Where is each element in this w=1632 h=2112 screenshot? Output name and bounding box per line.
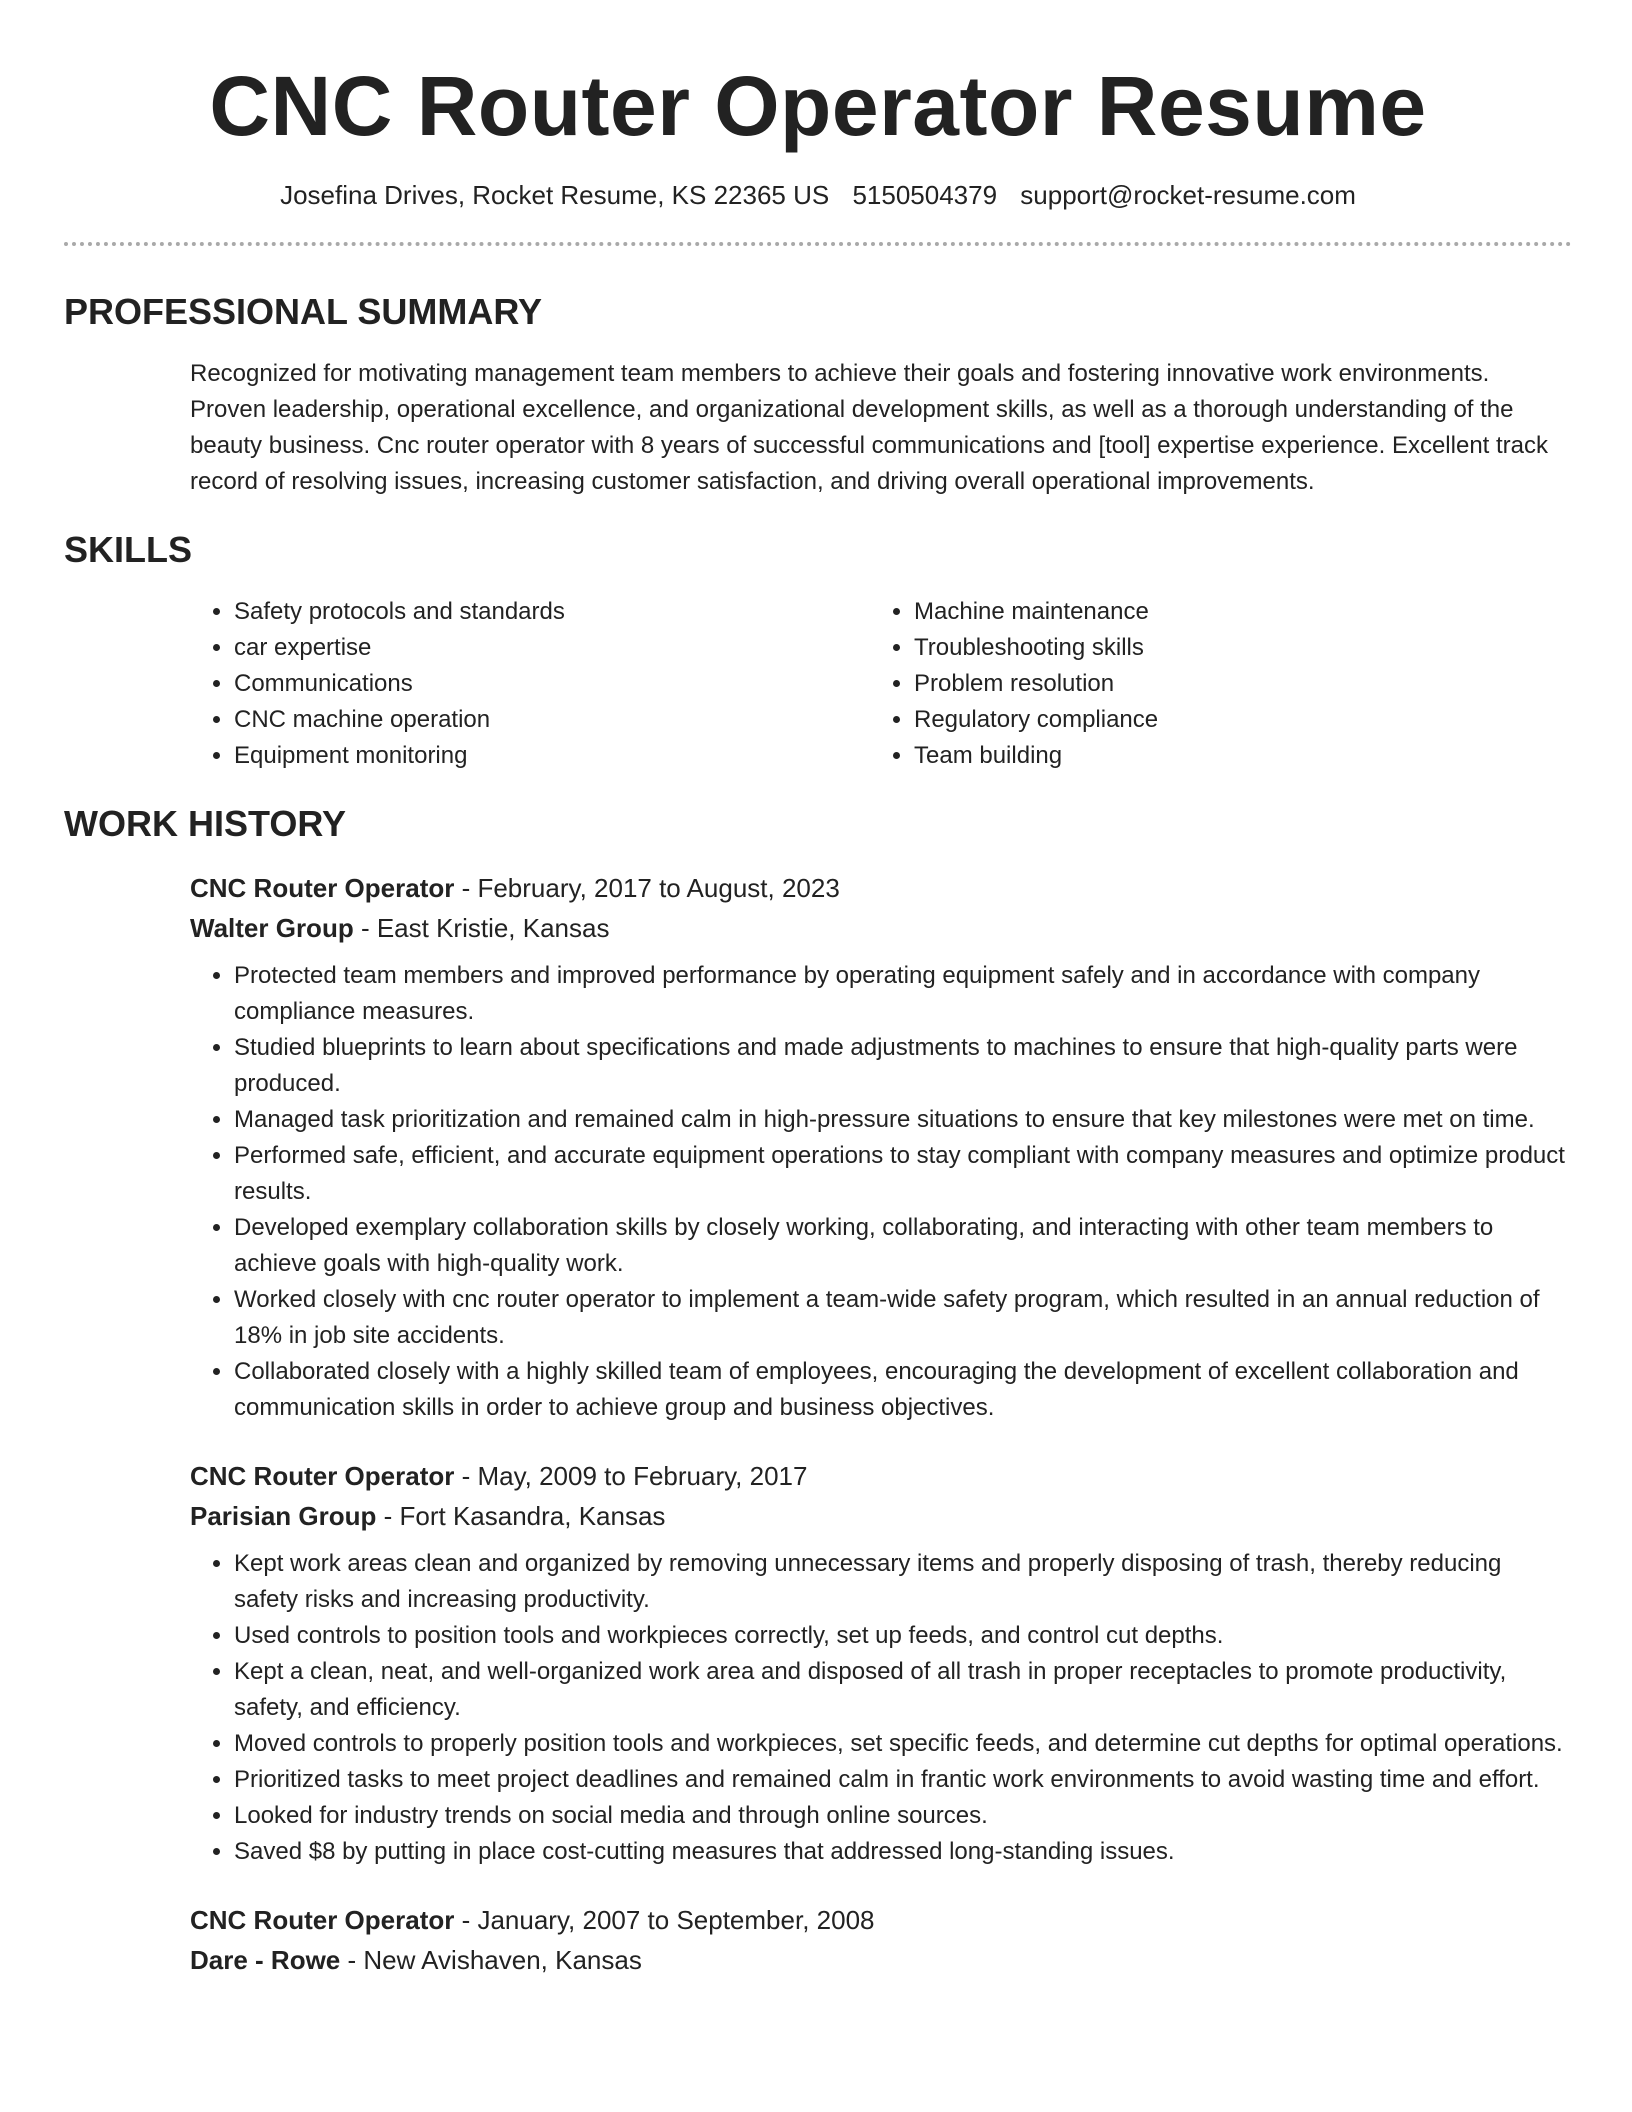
- job-entry: [190, 868, 1572, 1426]
- job-company: Parisian Group: [190, 1501, 377, 1531]
- skill-item: • CNC machine operation: [234, 702, 870, 738]
- job-bullet: • Studied blueprints to learn about specifications and made adjustments to machines to ensure that high-quality parts were produced.: [234, 1030, 1572, 1102]
- header-divider: [64, 242, 1572, 246]
- job-bullet: • Saved $8 by putting in place cost-cutting measures that addressed long-standing issues.: [234, 1834, 1572, 1870]
- job-company-line: [190, 1940, 1572, 1980]
- skill-item: • Problem resolution: [914, 666, 1550, 702]
- skill-item: • Communications: [234, 666, 870, 702]
- summary-text: Recognized for motivating management team members to achieve their goals and fostering innovative work environments. Proven leadership, operational excellence, and organizational development skills, as well as a thorough understanding of the beauty business. Cnc router operator with 8 years of successful communications and [tool] expertise experience. Excellent track record of resolving issues, increasing customer satisfaction, and driving overall operational improvements.: [190, 360, 1549, 495]
- job-bullet: • Managed task prioritization and remained calm in high-pressure situations to ensure that key milestones were met on time.: [234, 1102, 1572, 1138]
- job-title-line: [190, 868, 1572, 908]
- job-entry: [190, 1456, 1572, 1870]
- job-company-line: [190, 908, 1572, 948]
- job-bullet: • Developed exemplary collaboration skills by closely working, collaborating, and interacting with other team members to achieve goals with high-quality work.: [234, 1210, 1572, 1282]
- summary-heading: PROFESSIONAL SUMMARY: [64, 291, 543, 332]
- skill-item: • Troubleshooting skills: [914, 630, 1550, 666]
- job-bullet: • Kept work areas clean and organized by removing unnecessary items and properly disposing of trash, thereby reducing safety risks and increasing productivity.: [234, 1546, 1572, 1618]
- resume-title: CNC Router Operator Resume: [209, 59, 1427, 153]
- job-title: CNC Router Operator: [190, 1461, 455, 1491]
- skill-item: • Equipment monitoring: [234, 738, 870, 774]
- job-dates: - February, 2017 to August, 2023: [454, 873, 840, 903]
- skills-column-right: [870, 594, 1550, 774]
- job-company-line: [190, 1496, 1572, 1536]
- skills-grid: [190, 594, 1572, 774]
- job-bullet: • Worked closely with cnc router operator to implement a team-wide safety program, which resulted in an annual reduction of 18% in job site accidents.: [234, 1282, 1572, 1354]
- job-bullets: [190, 958, 1572, 1426]
- skill-item: • Team building: [914, 738, 1550, 774]
- skill-item: • car expertise: [234, 630, 870, 666]
- skill-item: • Machine maintenance: [914, 594, 1550, 630]
- job-location: - New Avishaven, Kansas: [340, 1945, 642, 1975]
- job-title: CNC Router Operator: [190, 1905, 455, 1935]
- job-bullet: • Collaborated closely with a highly skilled team of employees, encouraging the development of excellent collaboration and communication skills in order to achieve group and business objectives.: [234, 1354, 1572, 1426]
- contact-phone: 5150504379: [852, 180, 998, 210]
- skills-column-left: [190, 594, 870, 774]
- work-history-heading: WORK HISTORY: [64, 803, 347, 844]
- job-bullet: • Protected team members and improved performance by operating equipment safely and in accordance with company compliance measures.: [234, 958, 1572, 1030]
- skills-heading: SKILLS: [64, 529, 193, 570]
- job-location: - Fort Kasandra, Kansas: [376, 1501, 666, 1531]
- contact-line: [64, 178, 1572, 212]
- job-location: - East Kristie, Kansas: [353, 913, 610, 943]
- job-bullet: • Used controls to position tools and workpieces correctly, set up feeds, and control cut depths.: [234, 1618, 1572, 1654]
- job-company: Dare - Rowe: [190, 1945, 341, 1975]
- skill-item: • Safety protocols and standards: [234, 594, 870, 630]
- job-entry: [190, 1900, 1572, 1980]
- resume-page: [64, 0, 1572, 1980]
- job-bullet: • Moved controls to properly position tools and workpieces, set specific feeds, and determine cut depths for optimal operations.: [234, 1726, 1572, 1762]
- job-company: Walter Group: [190, 913, 354, 943]
- contact-email: support@rocket-resume.com: [1020, 180, 1356, 210]
- job-title-line: [190, 1900, 1572, 1940]
- job-dates: - May, 2009 to February, 2017: [454, 1461, 808, 1491]
- job-title: CNC Router Operator: [190, 873, 455, 903]
- job-bullet: • Looked for industry trends on social media and through online sources.: [234, 1798, 1572, 1834]
- skill-item: • Regulatory compliance: [914, 702, 1550, 738]
- contact-address: Josefina Drives, Rocket Resume, KS 22365 US: [280, 180, 830, 210]
- job-bullets: [190, 1546, 1572, 1870]
- job-dates: - January, 2007 to September, 2008: [454, 1905, 875, 1935]
- job-title-line: [190, 1456, 1572, 1496]
- job-bullet: • Kept a clean, neat, and well-organized work area and disposed of all trash in proper receptacles to promote productivity, safety, and efficiency.: [234, 1654, 1572, 1726]
- job-bullet: • Performed safe, efficient, and accurate equipment operations to stay compliant with company measures and optimize product results.: [234, 1138, 1572, 1210]
- job-bullet: • Prioritized tasks to meet project deadlines and remained calm in frantic work environments to avoid wasting time and effort.: [234, 1762, 1572, 1798]
